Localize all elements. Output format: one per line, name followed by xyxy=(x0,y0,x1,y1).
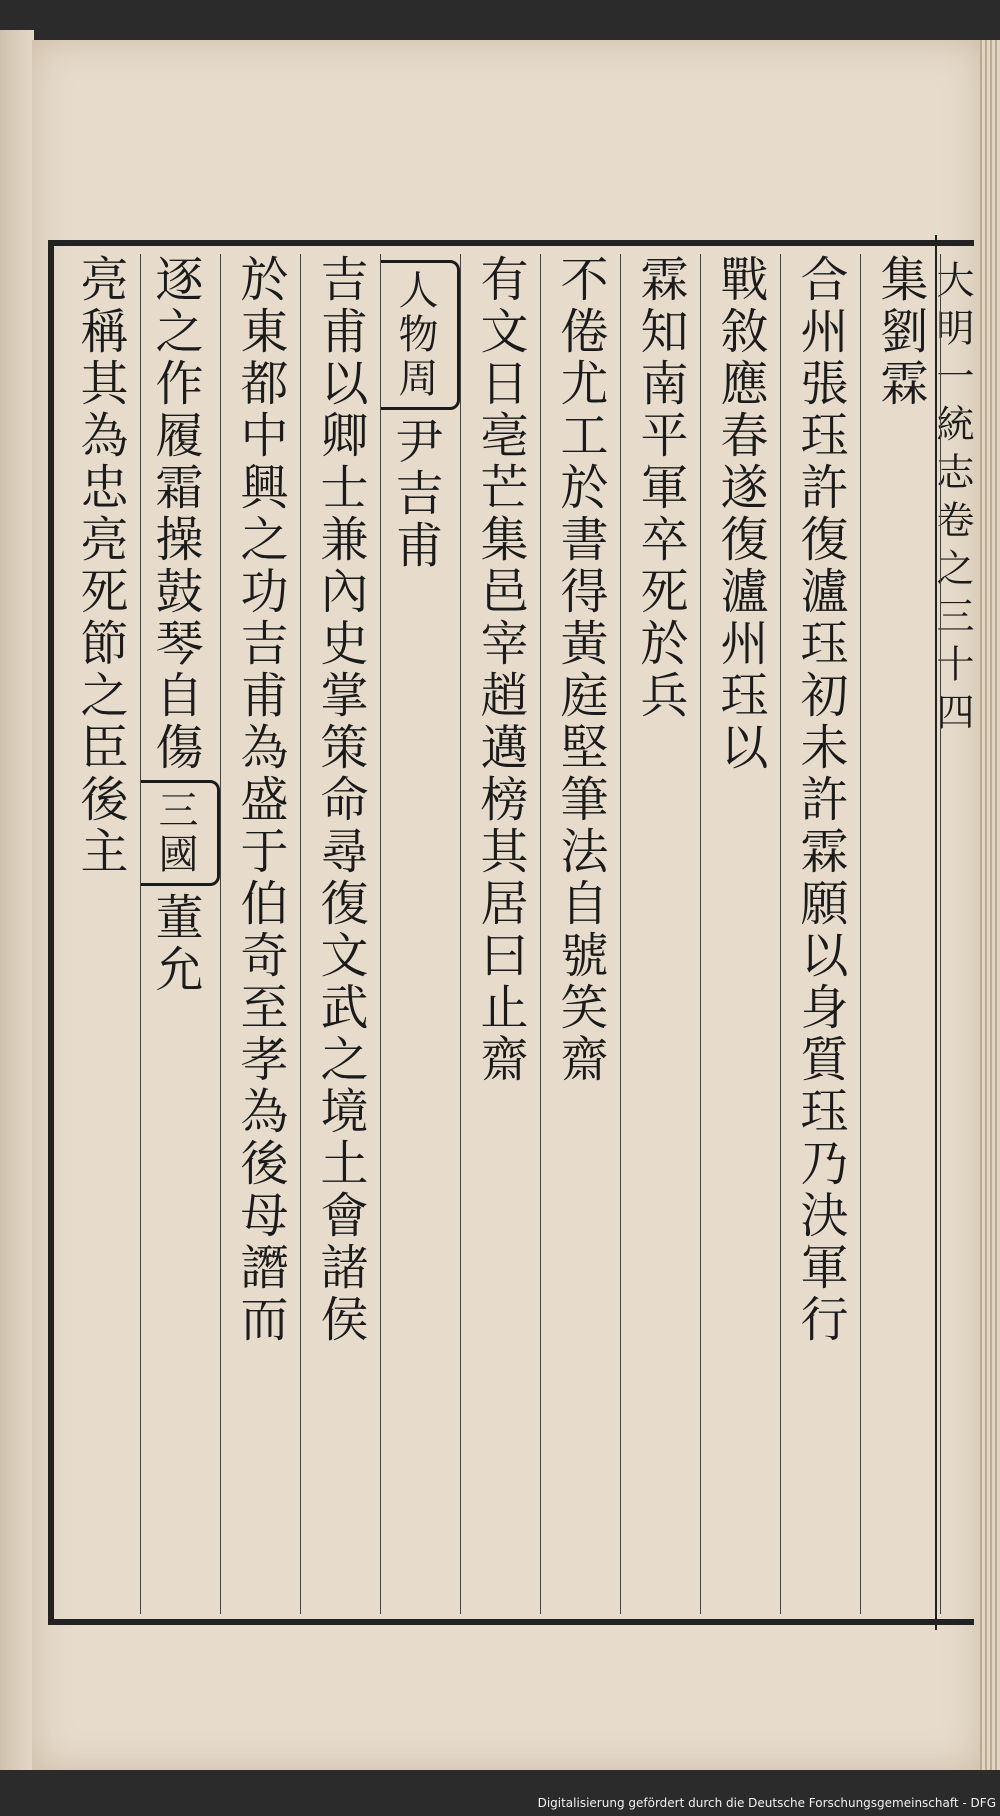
text-column: 霖知南平軍卒死於兵 xyxy=(620,254,701,1614)
footer-credit: Digitalisierung gefördert durch die Deutsche Forschungsgemeinschaft - DFG xyxy=(537,1796,996,1810)
previous-page-edge xyxy=(0,30,34,1770)
text-column: 戰敘應春遂復瀘州珏以 xyxy=(700,254,781,1614)
text-column: 不倦尤工於書得黃庭堅筆法自號笑齋 xyxy=(540,254,621,1614)
text-column: 逐之作履霜操鼓琴自傷三國董允 xyxy=(140,254,221,1614)
section-tag: 三國 xyxy=(140,780,220,886)
text-column: 亮稱其為忠亮死節之臣後主 xyxy=(60,254,141,1614)
text-column: 吉甫以卿士兼內史掌策命尋復文武之境土會諸侯 xyxy=(300,254,381,1614)
name-heading: 劉霖 xyxy=(872,306,928,410)
text-column: 集劉霖 xyxy=(860,254,941,1614)
name-heading: 尹吉甫 xyxy=(387,416,443,572)
text-column: 有文日亳芒集邑宰趙邁榜其居曰止齋 xyxy=(460,254,541,1614)
text-column: 合州張珏許復瀘珏初未許霖願以身質珏乃決軍行 xyxy=(780,254,861,1614)
book-title: 大明一統志卷之三十四 xyxy=(930,260,974,740)
text-column xyxy=(380,254,461,1614)
section-tag: 人物周 xyxy=(380,260,460,410)
page-stack-edge xyxy=(980,40,1000,1770)
text-column: 於東都中興之功吉甫為盛于伯奇至孝為後母譖而 xyxy=(220,254,301,1614)
name-heading: 董允 xyxy=(147,892,203,996)
